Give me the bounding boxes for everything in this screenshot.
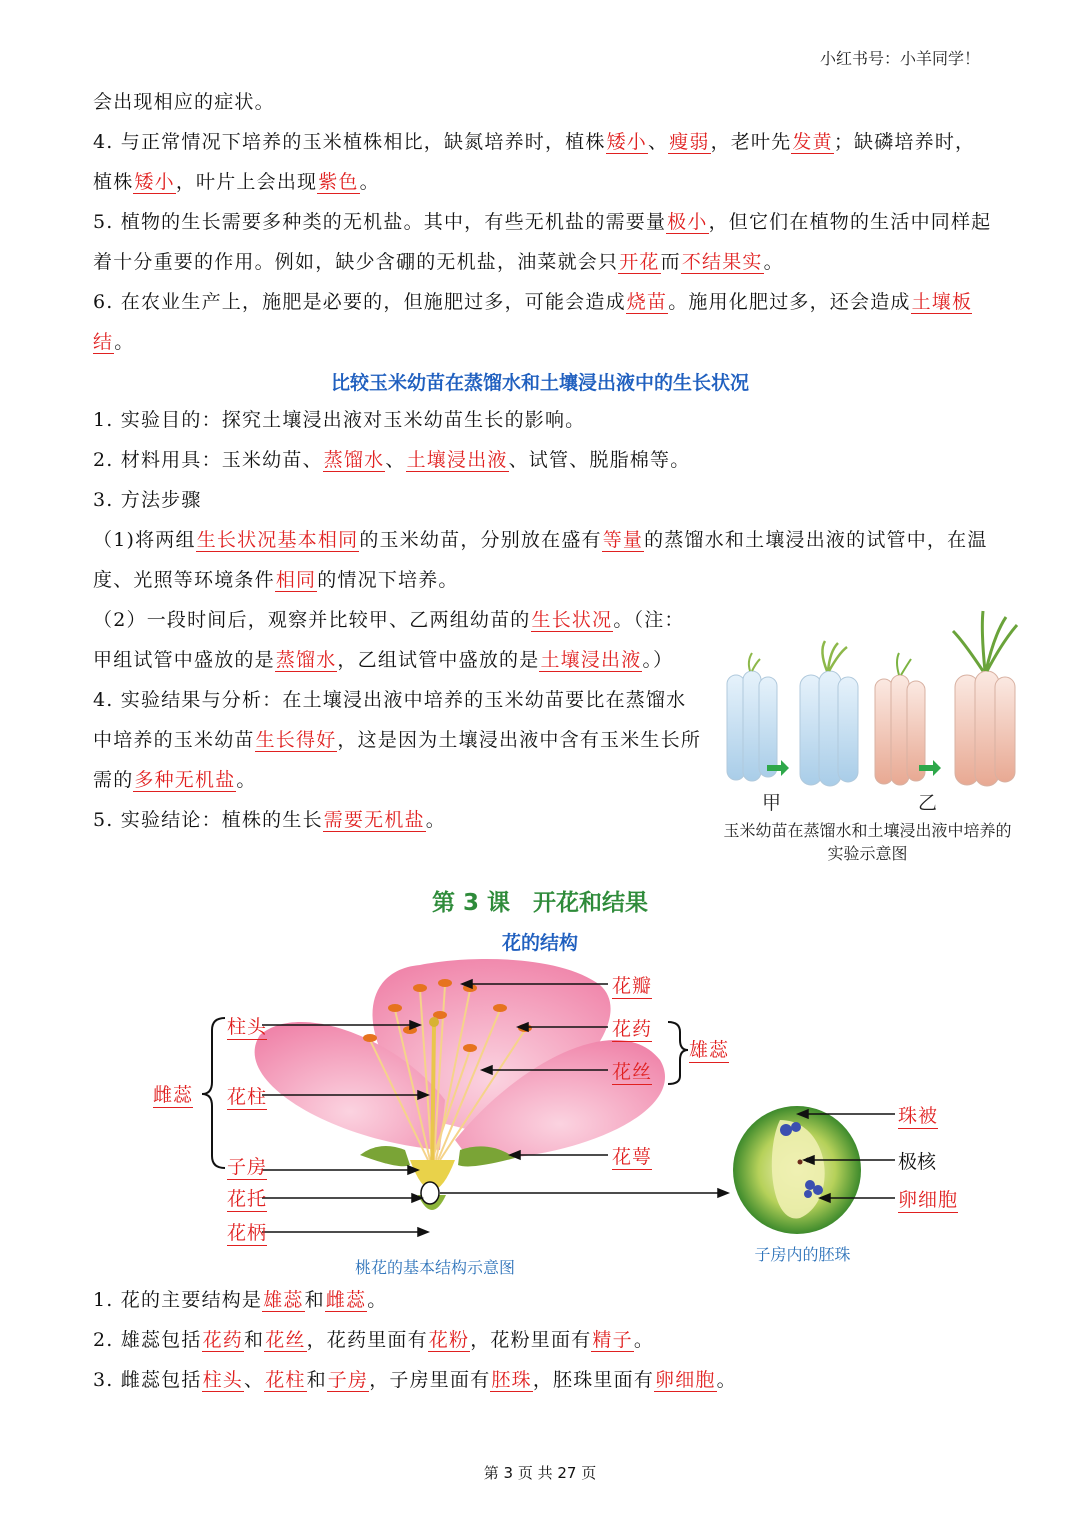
answer: 生长状况基本相同: [196, 529, 359, 551]
flower-caption: 桃花的基本结构示意图: [354, 1258, 515, 1277]
answer: 胚珠: [491, 1369, 532, 1391]
experiment-item-4: 4. 实验结果与分析：在土壤浸出液中培养的玉米幼苗要比在蒸馏水中培养的玉米幼苗生长得好，这是因为土壤浸出液中含有玉米生长所需的多种无机盐。: [93, 689, 702, 791]
label-ovary: 子房: [227, 1152, 267, 1180]
answer: 生长得好: [255, 729, 337, 751]
answer: 雌蕊: [325, 1289, 367, 1311]
label-pedicel: 花柄: [227, 1218, 267, 1246]
answer: 矮小: [606, 131, 647, 153]
paragraph-0: 会出现相应的症状。: [93, 91, 275, 113]
flower-structure-title: 花的结构: [501, 932, 578, 954]
answer: 瘦弱: [669, 131, 710, 153]
experiment-item-2: 2. 材料用具：玉米幼苗、蒸馏水、土壤浸出液、试管、脱脂棉等。: [93, 449, 691, 471]
flower-item-3: 3. 雌蕊包括柱头、花柱和子房，子房里面有胚珠，胚珠里面有卵细胞。: [93, 1369, 737, 1391]
experiment-item-1: 1. 实验目的：探究土壤浸出液对玉米幼苗生长的影响。: [93, 409, 586, 431]
answer: 需要无机盐: [323, 809, 425, 831]
label-stigma: 柱头: [227, 1012, 267, 1040]
experiment-item-3: 3. 方法步骤: [93, 489, 202, 511]
label-polar-nuclei: 极核: [898, 1151, 937, 1173]
flower-item-1: 1. 花的主要结构是雄蕊和雌蕊。: [93, 1289, 388, 1311]
answer: 蒸馏水: [275, 649, 337, 671]
label-receptacle: 花托: [227, 1184, 267, 1212]
answer: 矮小: [134, 171, 175, 193]
paragraph-5: 5. 植物的生长需要多种类的无机盐。其中，有些无机盐的需要量极小，但它们在植物的生活中同样起着十分重要的作用。例如，缺少含硼的无机盐，油菜就会只开花而不结果实。: [93, 211, 992, 273]
label-jia: 甲: [762, 792, 782, 814]
experiment-caption-line-1: 玉米幼苗在蒸馏水和土壤浸出液中培养的: [723, 821, 1012, 840]
answer: 柱头: [202, 1369, 243, 1391]
experiment-step-1: （1)将两组生长状况基本相同的玉米幼苗，分别放在盛有等量的蒸馏水和土壤浸出液的试管中，在温度、光照等环境条件相同的情况下培养。: [93, 529, 988, 591]
answer: 多种无机盐: [134, 769, 236, 791]
label-yi: 乙: [918, 792, 938, 814]
answer: 花柱: [265, 1369, 306, 1391]
label-petal: 花瓣: [612, 971, 652, 999]
answer: 相同: [275, 569, 317, 591]
page-footer: 第 3 页 共 27 页: [483, 1464, 597, 1482]
answer: 花药: [202, 1329, 243, 1351]
label-egg-cell: 卵细胞: [898, 1185, 958, 1213]
answer: 蒸馏水: [323, 449, 385, 471]
label-anther: 花药: [612, 1014, 652, 1042]
answer: 开花: [619, 251, 660, 273]
paragraph-4: 4. 与正常情况下培养的玉米植株相比，缺氮培养时，植株矮小、瘦弱，老叶先发黄；缺磷培养时，植株矮小，叶片上会出现紫色。: [93, 131, 976, 193]
lesson-title: 第 3 课 开花和结果: [431, 890, 649, 916]
answer: 土壤浸出液: [406, 449, 508, 471]
ovule-caption: 子房内的胚珠: [754, 1245, 851, 1264]
flower-item-2: 2. 雄蕊包括花药和花丝，花药里面有花粉，花粉里面有精子。: [93, 1329, 655, 1351]
answer: 紫色: [318, 171, 359, 193]
label-integument: 珠被: [898, 1101, 938, 1129]
answer: 精子: [592, 1329, 633, 1351]
answer: 不结果实: [681, 251, 763, 273]
answer: 土壤板结: [93, 291, 973, 353]
answer: 烧苗: [626, 291, 668, 313]
answer: 雄蕊: [263, 1289, 304, 1311]
answer: 花丝: [265, 1329, 306, 1351]
label-pistil: 雌蕊: [153, 1080, 193, 1108]
answer: 花粉: [428, 1329, 470, 1351]
answer: 子房: [327, 1369, 369, 1391]
answer: 土壤浸出液: [540, 649, 642, 671]
paragraph-6: 6. 在农业生产上，施肥是必要的，但施肥过多，可能会造成烧苗。施用化肥过多，还会造成土壤板结。: [93, 291, 973, 353]
answer: 发黄: [792, 131, 833, 153]
experiment-item-5: 5. 实验结论：植株的生长需要无机盐。: [93, 809, 446, 831]
label-filament: 花丝: [612, 1057, 652, 1085]
answer: 生长状况: [531, 609, 613, 631]
answer: 卵细胞: [655, 1369, 716, 1391]
watermark: 小红书号：小羊同学！: [819, 49, 980, 68]
label-style: 花柱: [227, 1082, 267, 1110]
label-stamen: 雄蕊: [689, 1035, 729, 1063]
answer: 极小: [667, 211, 708, 233]
experiment-step-2: （2）一段时间后，观察并比较甲、乙两组幼苗的生长状况。（注：甲组试管中盛放的是蒸馏水，乙组试管中盛放的是土壤浸出液。）: [93, 609, 685, 671]
section-title-experiment: 比较玉米幼苗在蒸馏水和土壤浸出液中的生长状况: [330, 372, 749, 394]
answer: 等量: [602, 529, 644, 551]
experiment-caption-line-2: 实验示意图: [827, 844, 908, 863]
label-sepal: 花萼: [612, 1142, 652, 1170]
